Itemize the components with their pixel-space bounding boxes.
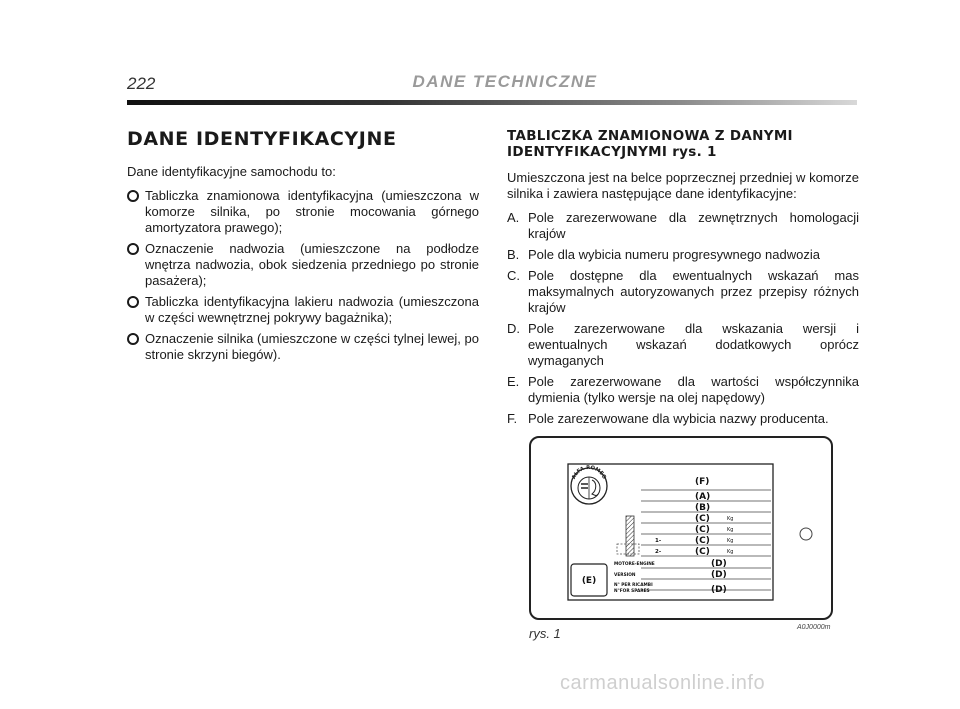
list-item xyxy=(507,268,859,316)
field-label-e: (E) xyxy=(581,576,597,586)
section-title-identification: DANE IDENTYFIKACYJNE xyxy=(127,128,397,150)
section-title-line: TABLICZKA ZNAMIONOWA Z DANYMI xyxy=(507,128,793,144)
identification-list xyxy=(127,188,479,363)
list-item xyxy=(507,210,859,242)
watermark: carmanualsonline.info xyxy=(560,672,766,694)
stamping-area xyxy=(626,516,634,556)
list-item-text: Pole dla wybicia numeru progresywnego nadwozia xyxy=(528,247,820,262)
figure-code: A0J0000m xyxy=(797,624,831,631)
row-label-1: 1- xyxy=(655,538,662,544)
page-number: 222 xyxy=(127,74,156,93)
list-letter: E. xyxy=(507,374,520,389)
list-item-text: Pole zarezerwowane dla zewnętrznych homologacji krajów xyxy=(528,210,859,241)
section-title-line: IDENTYFIKACYJNYMI rys. 1 xyxy=(507,144,717,160)
label-version: VERSION xyxy=(614,573,636,578)
unit-kg: Kg xyxy=(727,516,734,522)
logo-text: ALFA ROMEO xyxy=(570,464,608,481)
list-letter: C. xyxy=(507,268,520,283)
list-letter: A. xyxy=(507,210,520,225)
field-label-d: (D) xyxy=(711,585,727,595)
list-item-text: Oznaczenie nadwozia (umieszczone na podłodze wnętrza nadwozia, obok siedzenia przedniego po stronie pasażera); xyxy=(145,241,479,288)
list-item xyxy=(507,247,859,263)
list-letter: F. xyxy=(507,411,518,426)
list-item-text: Tabliczka identyfikacyjna lakieru nadwozia (umieszczona w części wewnętrznej pokrywy bagażnika); xyxy=(145,294,479,325)
plate-outline xyxy=(568,464,773,600)
row-label-2: 2- xyxy=(655,549,662,555)
identification-plate-illustration xyxy=(531,438,831,618)
figure-frame xyxy=(529,436,833,620)
mounting-hole-icon xyxy=(800,528,812,540)
list-item xyxy=(507,321,859,369)
list-item-text: Tabliczka znamionowa identyfikacyjna (umieszczona w komorze silnika, po stronie mocowania górnego amortyzatora prawego); xyxy=(145,188,479,235)
left-column xyxy=(127,128,479,368)
list-item xyxy=(127,294,479,326)
field-label-c: (C) xyxy=(695,514,710,524)
plate-fields-list xyxy=(507,210,859,427)
list-item xyxy=(507,374,859,406)
list-letter: D. xyxy=(507,321,520,336)
field-label-d: (D) xyxy=(711,570,727,580)
label-motore-engine: MOTORE-ENGINE xyxy=(614,562,655,567)
field-label-c: (C) xyxy=(695,547,710,557)
unit-kg: Kg xyxy=(727,549,734,555)
field-label-d: (D) xyxy=(711,559,727,569)
unit-kg: Kg xyxy=(727,538,734,544)
circle-bullet-icon xyxy=(127,243,139,255)
header-rule xyxy=(127,100,857,105)
field-label-c: (C) xyxy=(695,525,710,535)
list-letter: B. xyxy=(507,247,520,262)
field-label-c: (C) xyxy=(695,536,710,546)
list-item-text: Oznaczenie silnika (umieszczone w części tylnej lewej, po stronie skrzyni biegów). xyxy=(145,331,479,362)
list-item xyxy=(507,411,859,427)
list-item xyxy=(127,241,479,289)
list-item-text: Pole zarezerwowane dla wybicia nazwy producenta. xyxy=(528,411,829,426)
field-label-f: (F) xyxy=(695,477,710,487)
running-title: DANE TECHNICZNE xyxy=(412,72,598,91)
right-column xyxy=(507,128,859,432)
figure-caption: rys. 1 xyxy=(529,626,561,641)
section-title-plate xyxy=(507,128,859,160)
list-item xyxy=(127,331,479,363)
circle-bullet-icon xyxy=(127,190,139,202)
field-label-a: (A) xyxy=(695,492,711,502)
list-item-text: Pole zarezerwowane dla wskazania wersji i ewentualnych wskazań dodatkowych oprócz wymaganych xyxy=(528,321,859,368)
label-spares: N°FOR SPARES xyxy=(614,589,650,594)
list-item-text: Pole zarezerwowane dla wartości współczynnika dymienia (tylko wersje na olej napędowy) xyxy=(528,374,859,405)
circle-bullet-icon xyxy=(127,296,139,308)
unit-kg: Kg xyxy=(727,527,734,533)
list-item xyxy=(127,188,479,236)
label-ricambi: N° PER RICAMBI xyxy=(614,583,653,588)
circle-bullet-icon xyxy=(127,333,139,345)
intro-text: Umieszczona jest na belce poprzecznej przedniej w komorze silnika i zawiera następujące dane identyfikacyjne: xyxy=(507,170,859,201)
list-item-text: Pole dostępne dla ewentualnych wskazań mas maksymalnych autoryzowanych przez przepisy różnych krajów xyxy=(528,268,859,315)
intro-text: Dane identyfikacyjne samochodu to: xyxy=(127,164,336,179)
field-label-b: (B) xyxy=(695,503,711,513)
